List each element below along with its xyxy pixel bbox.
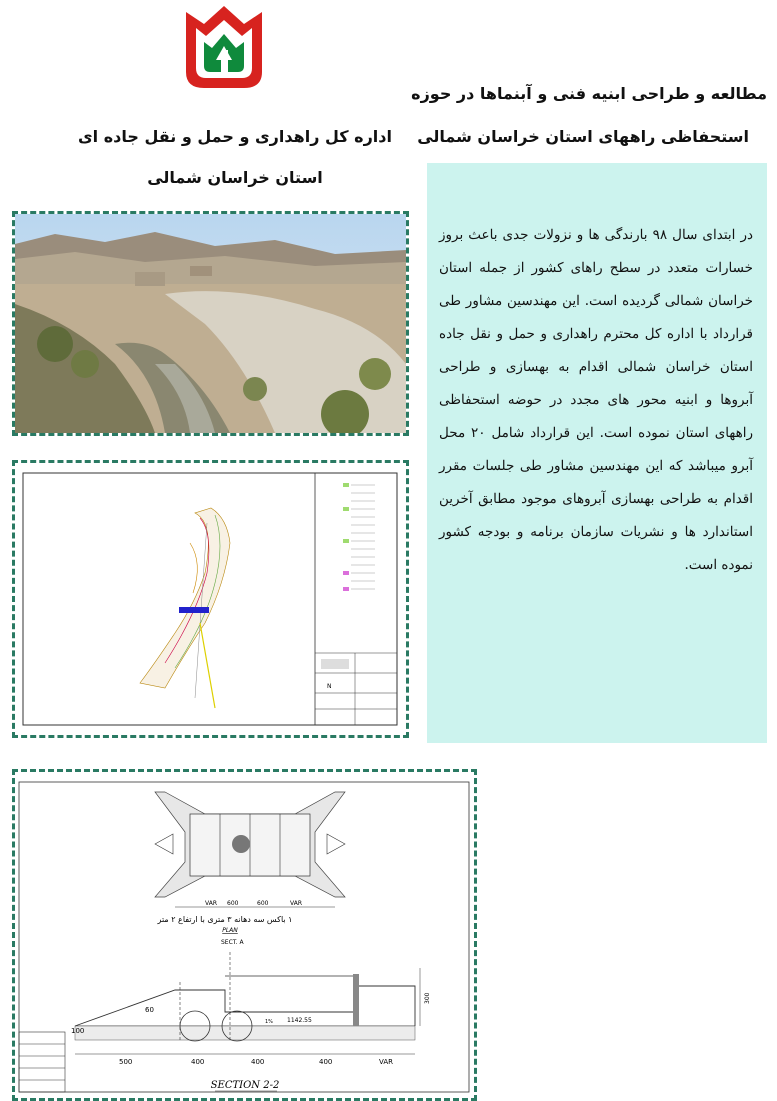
section-height-dim: 300 [424, 992, 431, 1004]
site-photo-frame [12, 211, 409, 436]
project-title-line2: استحفاظی راههای استان خراسان شمالی [417, 127, 749, 146]
description-panel [427, 163, 767, 743]
section-slope: 1% [265, 1019, 273, 1025]
site-plan-drawing-frame [12, 460, 409, 738]
plan-dim-1: 600 [227, 900, 239, 907]
client-name-line1: اداره کل راهداری و حمل و نقل جاده ای [78, 127, 392, 146]
section-elevation: 1142.55 [287, 1017, 312, 1024]
client-name-line2: استان خراسان شمالی [147, 168, 323, 187]
road-administration-logo [182, 2, 266, 92]
section-dim-2: 400 [251, 1058, 265, 1066]
section-dim-3: 400 [319, 1058, 333, 1066]
description-text: در ابتدای سال ۹۸ بارندگی ها و نزولات جدی باعث بروز خسارات متعدد در سطح راهای کشور از جمله استان خراسان شمالی گردیده است. این مهندسین مشاور طی قرارداد با اداره کل محترم راهداری و حمل و نقل جاده استان خراسان شمالی اقدام به بهسازی و طراحی آبروها و ابنیه محور های مجدد در حوضه استحفاظی راههای استان نموده است. این قرارداد شامل ۲۰ محل آبرو میباشد که این مهندسین مشاور طی جلسات مقرر اقدام به طراحی بهسازی آبروهای موجود مطابق آخرین استاندارد ها و نشریات سازمان برنامه و بودجه کشور نموده است. [439, 227, 753, 573]
culvert-section-drawing-frame [12, 769, 477, 1101]
culvert-section-drawing [15, 772, 474, 1098]
plan-dim-2: 600 [257, 900, 269, 907]
section-dim-1: 400 [191, 1058, 205, 1066]
section-dim-4: VAR [379, 1058, 393, 1066]
plan-dim-0: VAR [205, 900, 217, 907]
plan-caption: ۱ باکس سه دهانه ۳ متری با ارتفاع ۲ متر [157, 915, 293, 924]
section-side-60: 60 [145, 1006, 154, 1014]
site-photo [15, 214, 406, 433]
plan-dim-3: VAR [290, 900, 302, 907]
section-left-level: 100 [71, 1027, 85, 1035]
plan-label: PLAN [222, 927, 238, 934]
section-dim-0: 500 [119, 1058, 133, 1066]
section-label: SECTION 2-2 [210, 1080, 280, 1091]
svg-text:N: N [327, 683, 332, 690]
project-title-line1: مطالعه و طراحی ابنیه فنی و آبنماها در حوزه [411, 84, 767, 103]
site-plan-drawing [15, 463, 406, 735]
section-sect-a: SECT. A [221, 939, 244, 946]
